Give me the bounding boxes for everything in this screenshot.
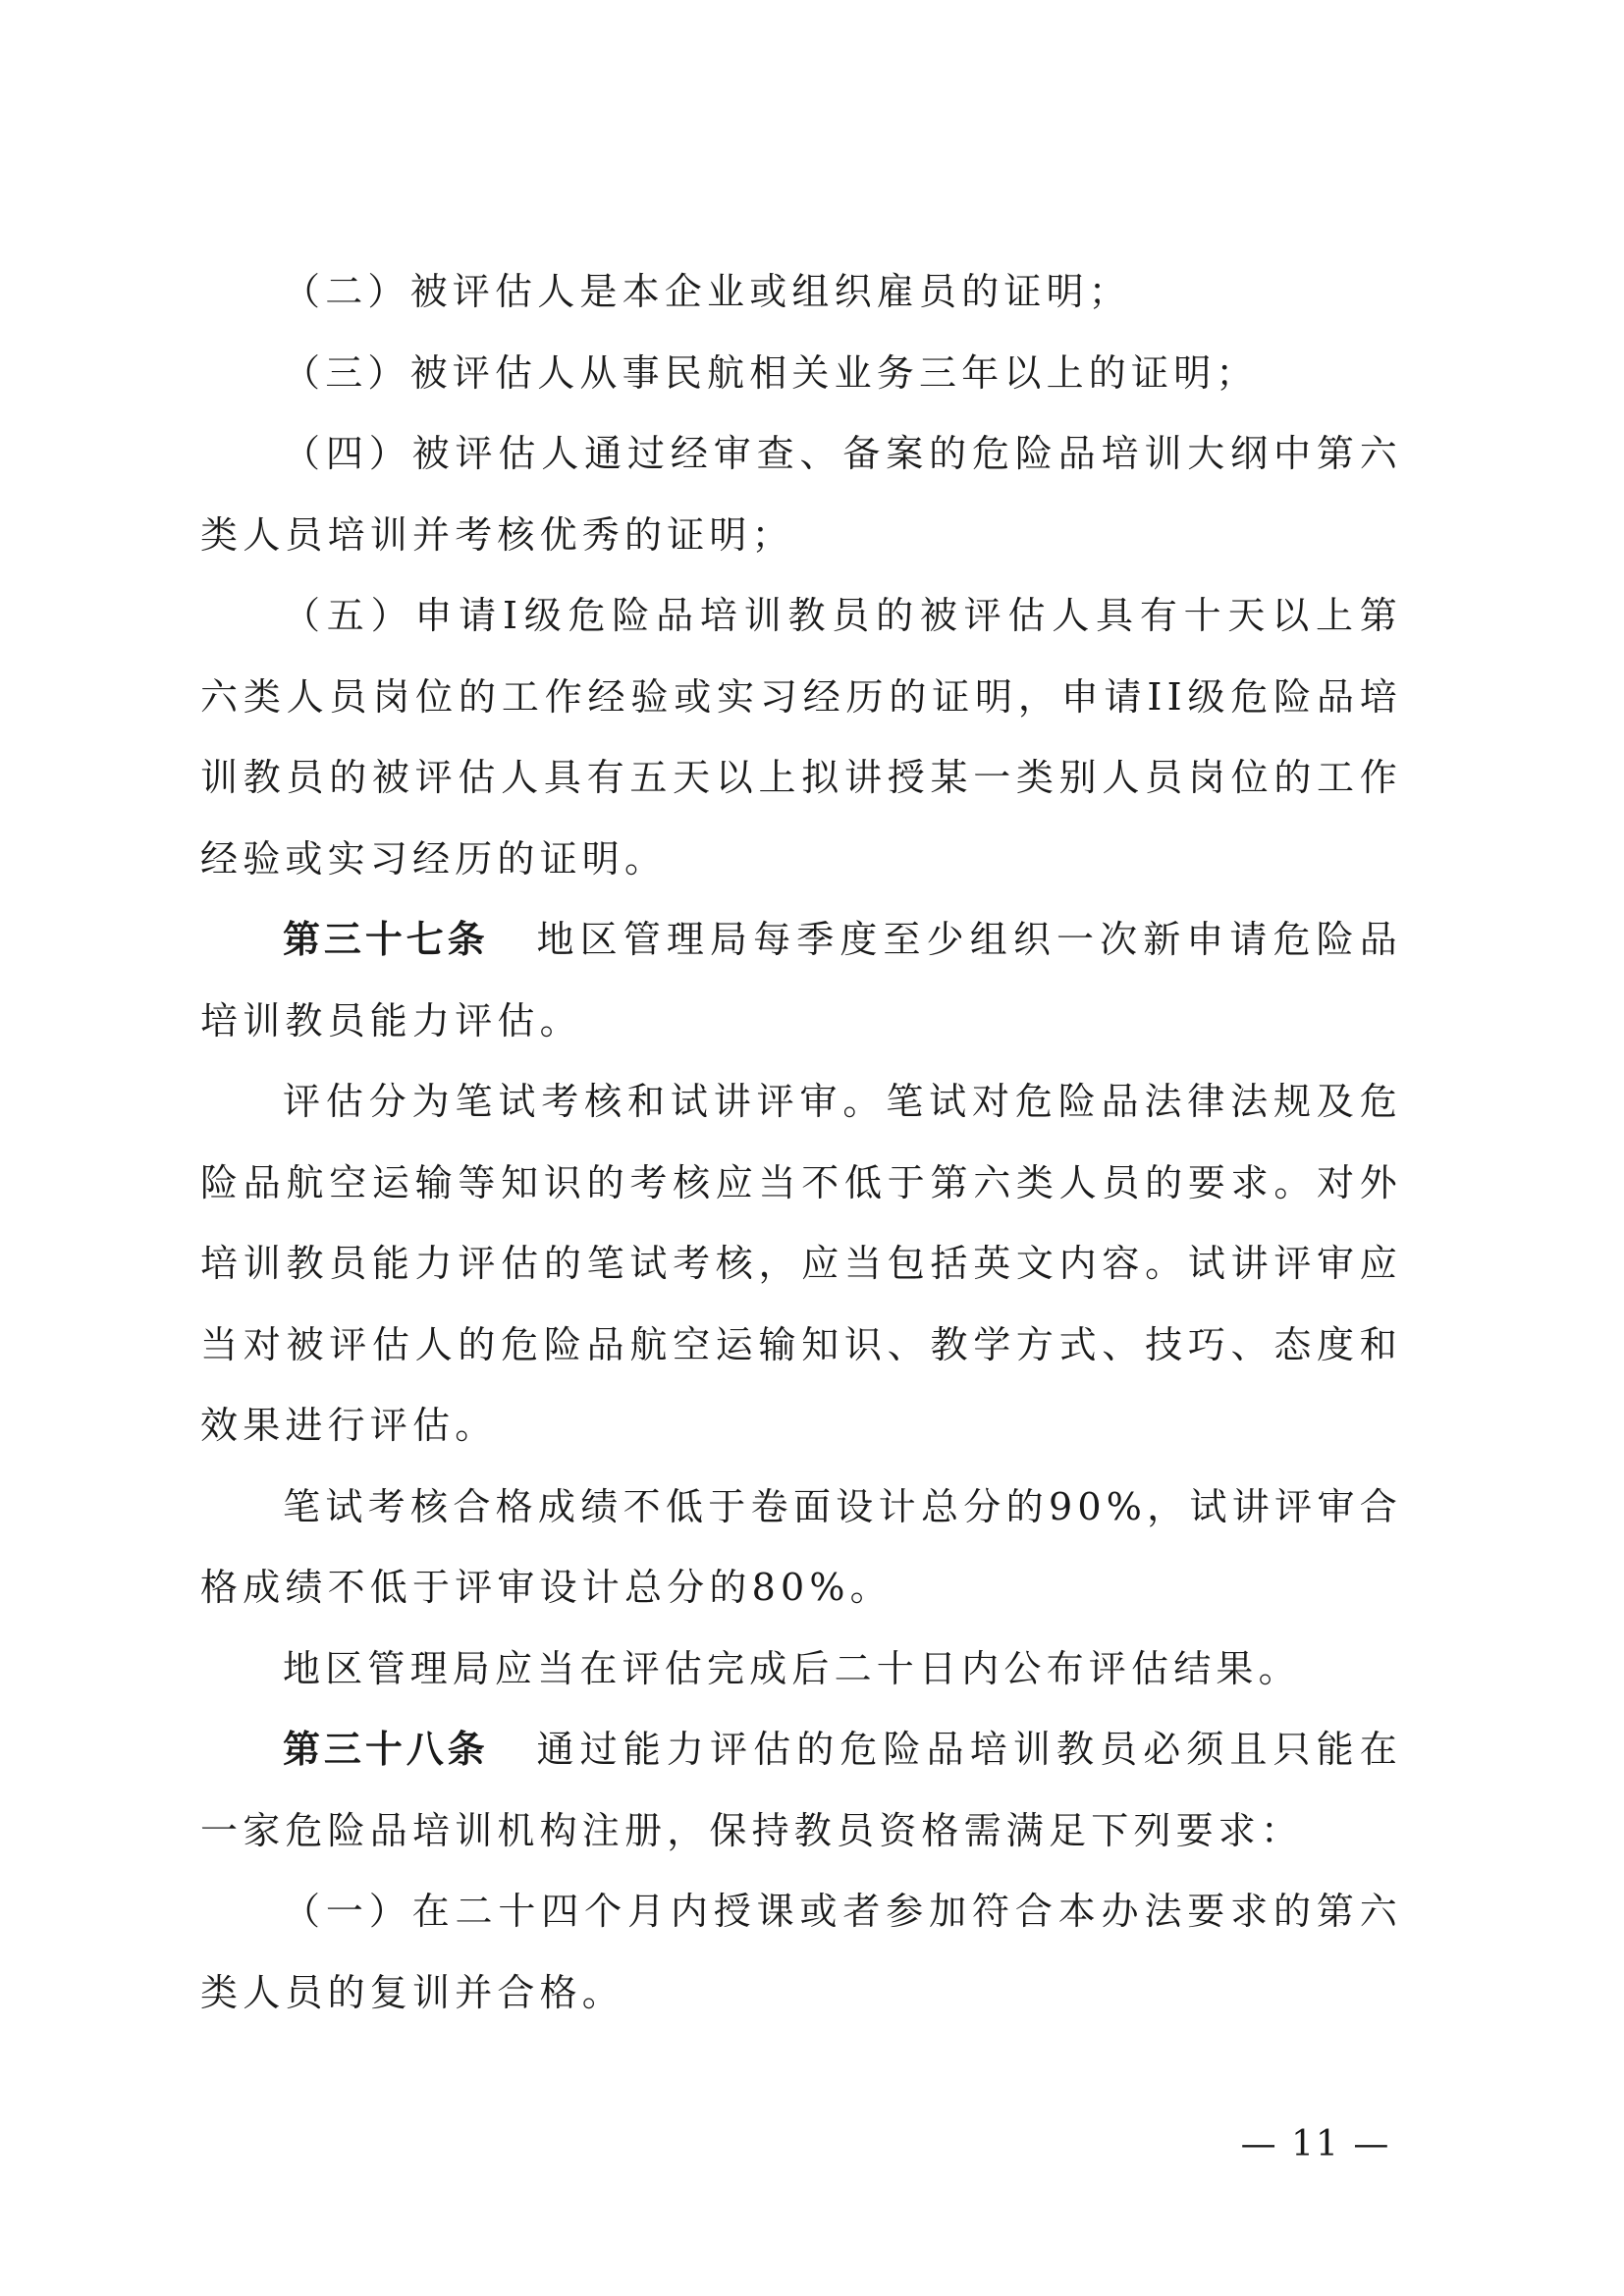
paragraph-text: 评估分为笔试考核和试讲评审。笔试对危险品法律法规及危险品航空运输等知识的考核应当不低于第六类人员的要求。对外培训教员能力评估的笔试考核，应当包括英文内容。试讲评审应当对被评估人的危险品航空运输知识、教学方式、技巧、态度和效果进行评估。 (200, 1080, 1402, 1447)
article-heading: 第三十八条 (283, 1728, 489, 1771)
paragraph-text: 笔试考核合格成绩不低于卷面设计总分的90%，试讲评审合格成绩不低于评审设计总分的80%。 (200, 1484, 1402, 1609)
result-publication-paragraph (200, 1629, 1402, 1710)
article-37 (200, 899, 1402, 1061)
paragraph-item-3 (200, 333, 1402, 414)
paragraph-text: 地区管理局应当在评估完成后二十日内公布评估结果。 (283, 1646, 1301, 1690)
paragraph-item-4 (200, 413, 1402, 575)
requirement-item-1 (200, 1871, 1402, 2033)
paragraph-text: （四）被评估人通过经审查、备案的危险品培训大纲中第六类人员培训并考核优秀的证明； (200, 432, 1402, 557)
paragraph-text: （三）被评估人从事民航相关业务三年以上的证明； (283, 350, 1259, 395)
page-number: — 11 — (1240, 2124, 1391, 2164)
paragraph-text: （二）被评估人是本企业或组织雇员的证明； (283, 270, 1132, 313)
paragraph-item-2 (200, 251, 1402, 333)
paragraph-text: （一）在二十四个月内授课或者参加符合本办法要求的第六类人员的复训并合格。 (200, 1890, 1402, 2014)
article-38 (200, 1709, 1402, 1871)
document-body (200, 251, 1402, 2033)
paragraph-text: （五）申请I级危险品培训教员的被评估人具有十天以上第六类人员岗位的工作经验或实习经历的证明，申请II级危险品培训教员的被评估人具有五天以上拟讲授某一类别人员岗位的工作经验或实习经历的证明。 (200, 594, 1402, 881)
paragraph-text: 地区管理局每季度至少组织一次新申请危险品培训教员能力评估。 (200, 918, 1402, 1042)
article-heading: 第三十七条 (283, 918, 489, 961)
paragraph-item-5 (200, 575, 1402, 899)
assessment-method-paragraph (200, 1061, 1402, 1467)
passing-score-paragraph (200, 1467, 1402, 1629)
paragraph-text: 通过能力评估的危险品培训教员必须且只能在一家危险品培训机构注册，保持教员资格需满足下列要求： (200, 1728, 1402, 1852)
